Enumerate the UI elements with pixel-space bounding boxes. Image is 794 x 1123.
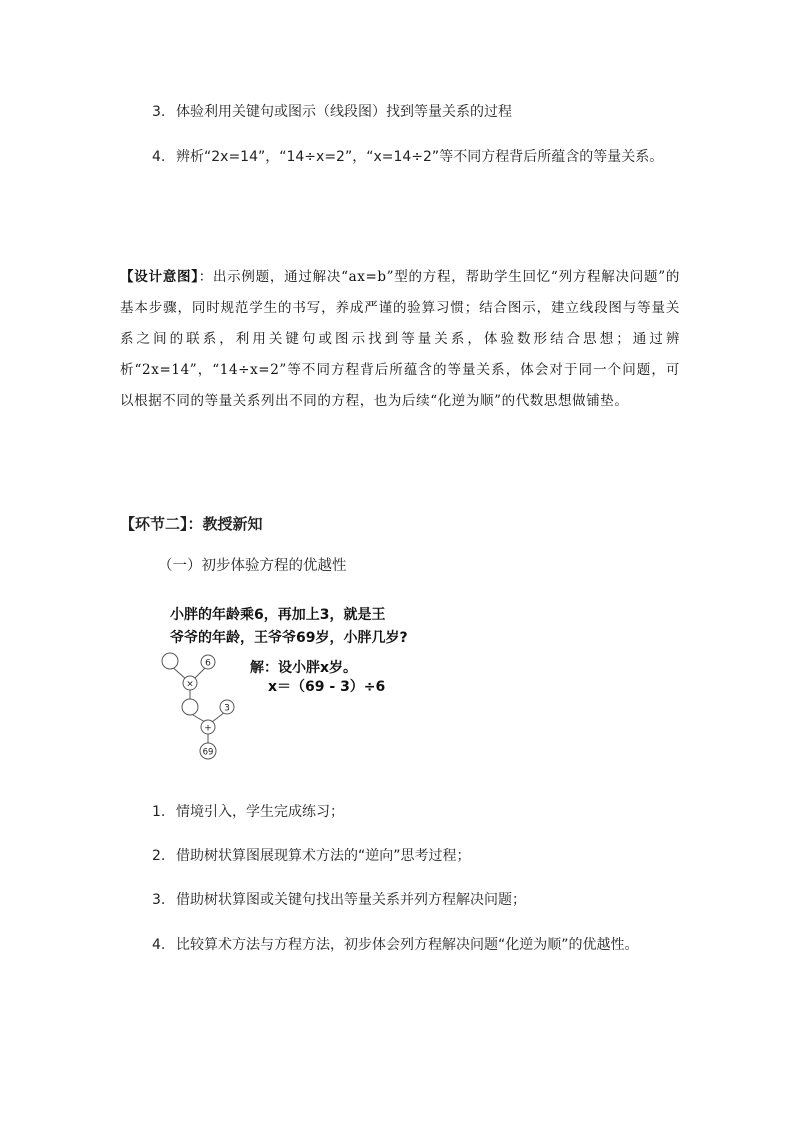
list-number: 1. — [152, 804, 166, 820]
tree-edge — [193, 715, 205, 722]
node-label: 3 — [224, 703, 230, 714]
empty-node — [182, 699, 198, 715]
section-tag: 【环节二】 — [120, 515, 188, 533]
empty-node — [162, 653, 178, 669]
list-item — [152, 885, 682, 915]
section-title-text: ：教授新知 — [187, 515, 263, 533]
section-heading — [120, 510, 263, 538]
list-number: 3. — [152, 892, 166, 908]
design-intent-text: ：出示例题，通过解决“ax=b”型的方程，帮助学生回忆“列方程解决问题”的基本步骤，同时规范学生的书写，养成严谨的验算习惯；结合图示，建立线段图与等量关系之间的联系，利用关键句或图示找到等量关系，体验数形结合思想；通过辨析“2x=14”，“14÷x=2”等不同方程背后所蕴含的等量关系，体会对于同一个问题，可以根据不同的等量关系列出不同的方程，也为后续“化逆为顺”的代数思想做铺垫。 — [120, 269, 680, 409]
list-text: 比较算术方法与方程方法，初步体会列方程解决问题“化逆为顺”的优越性。 — [176, 937, 639, 953]
solution-expression: x＝（69 - 3）÷6 — [268, 679, 386, 695]
list-text: 体验利用关键句或图示（线段图）找到等量关系的过程 — [176, 104, 512, 120]
list-text: 情境引入，学生完成练习； — [176, 804, 344, 820]
list-item — [152, 841, 682, 871]
problem-line-2: 爷爷的年龄，王爷爷69岁，小胖几岁? — [170, 630, 408, 646]
node-label: 6 — [205, 658, 211, 669]
plus-icon: + — [204, 723, 212, 734]
tree-edge — [212, 712, 225, 722]
design-intent-tag: 【设计意图】 — [120, 269, 199, 285]
design-intent-paragraph — [120, 262, 680, 417]
list-item — [152, 97, 682, 127]
list-number: 4. — [152, 937, 166, 953]
list-text: 借助树状算图或关键句找出等量关系并列方程解决问题； — [176, 892, 526, 908]
list-item — [152, 930, 682, 960]
list-number: 3. — [152, 104, 166, 120]
problem-figure — [150, 600, 410, 768]
list-number: 4. — [152, 149, 166, 165]
problem-line-1: 小胖的年龄乘6，再加上3，就是王 — [170, 607, 386, 623]
list-item — [152, 142, 682, 172]
list-text: 借助树状算图展现算术方法的“逆向”思考过程； — [176, 848, 471, 864]
solution-setup: 解：设小胖x岁。 — [250, 660, 358, 676]
node-label: 69 — [202, 747, 214, 758]
list-item — [152, 797, 682, 827]
multiply-icon: × — [186, 679, 194, 690]
subsection-title: （一）初步体验方程的优越性 — [158, 558, 347, 574]
list-text: 辨析“2x=14”，“14÷x=2”，“x=14÷2”等不同方程背后所蕴含的等量关系。 — [176, 149, 664, 165]
list-number: 2. — [152, 848, 166, 864]
